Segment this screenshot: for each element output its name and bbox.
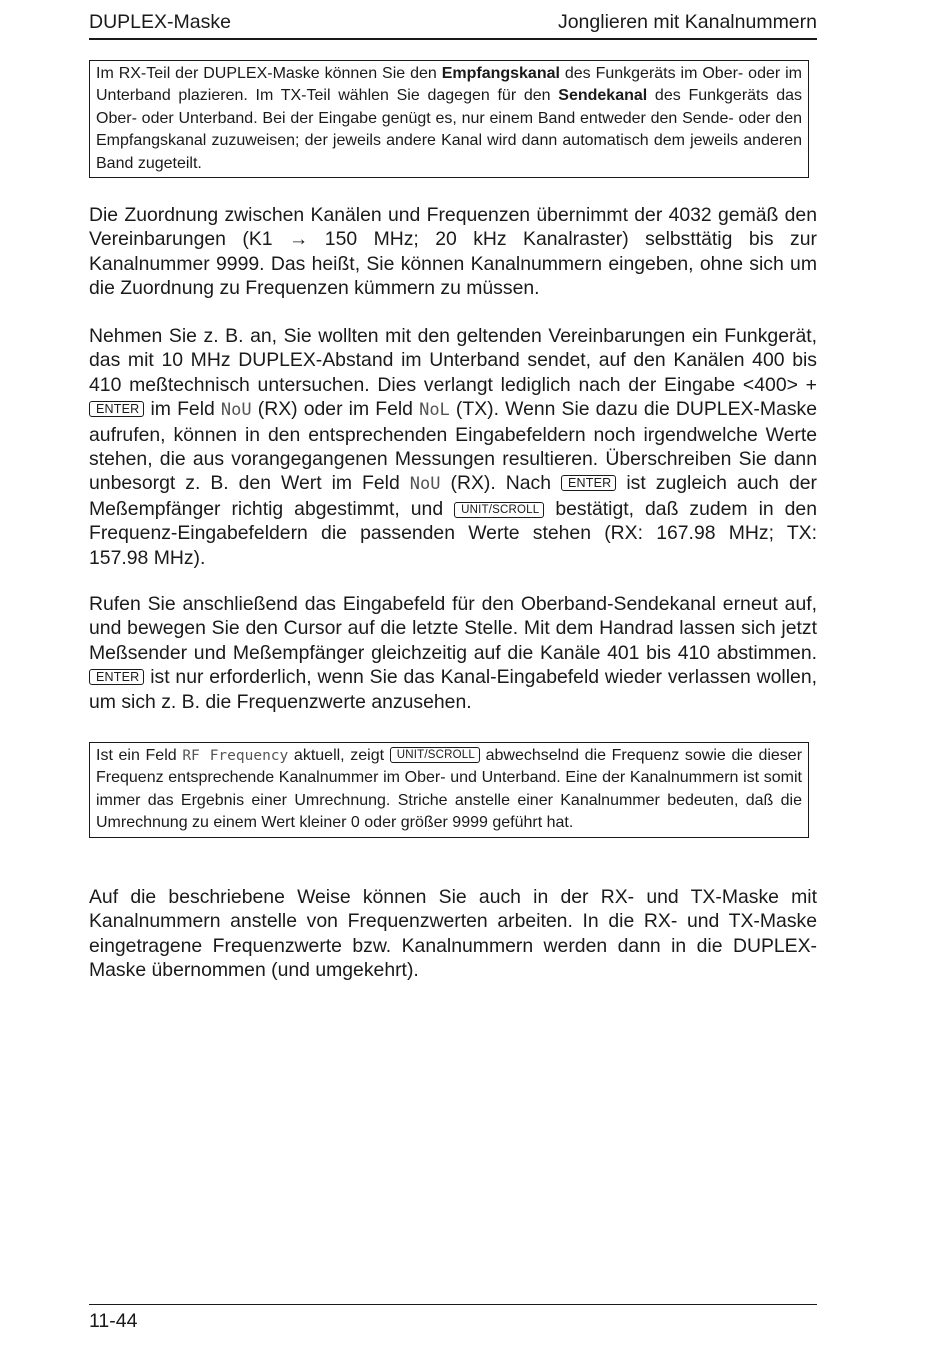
field-name-nou: NoU	[409, 474, 441, 495]
field-name-rf-frequency: RF Frequency	[182, 748, 289, 764]
header-chapter-title: Jonglieren mit Kanalnummern	[557, 11, 817, 33]
note-text-segment: Im RX-Teil der DUPLEX-Maske können Sie den	[96, 65, 442, 82]
unit-scroll-key-label: UNIT/SCROLL	[390, 747, 480, 763]
note-text-segment: Ist ein Feld	[96, 747, 183, 764]
paragraph-channel-mapping: Die Zuordnung zwischen Kanälen und Frequenzen übernimmt der 4032 gemäß den Vereinbarungen (K1 → 150 MHz; 20 kHz Kanalraster) selbsttätig bis zur Kanalnummer 9999. Das heißt, Sie können Kanalnummern eingeben, ohne sich um die Zuordnung zu Frequenzen kümmern zu müssen.	[89, 204, 817, 300]
page-header	[89, 8, 817, 40]
enter-key-label: ENTER	[561, 475, 616, 491]
enter-key-label: ENTER	[89, 401, 144, 417]
page-number: 11-44	[89, 1310, 138, 1332]
enter-key-label: ENTER	[89, 669, 144, 685]
term-sendekanal: Sendekanal	[558, 87, 648, 105]
footer-divider	[89, 1304, 817, 1305]
unit-scroll-key-label: UNIT/SCROLL	[454, 502, 544, 518]
note-text	[96, 63, 802, 175]
note-box-rf-frequency	[89, 742, 809, 838]
paragraph-text-segment: Rufen Sie anschließend das Eingabefeld für den Oberband-Sendekanal erneut auf, und bewegen Sie den Cursor auf die letzte Stelle. Mit dem Handrad lassen sich jetzt Meßsender und Meßempfänger gleichzeitig auf die Kanäle 401 bis 410 abstimmen.	[89, 593, 817, 664]
note-text	[96, 745, 802, 835]
paragraph-handwheel	[89, 592, 817, 714]
paragraph-text-segment: Nehmen Sie z. B. an, Sie wollten mit den geltenden Vereinbarungen ein Funkgerät, das mit 10 MHz DUPLEX-Abstand im Unterband sendet, auf den Kanälen 400 bis 410 meßtechnisch untersuchen. Dies verlangt lediglich nach der Eingabe <400> +	[89, 325, 817, 396]
paragraph-text-segment: (TX). Wenn Sie dazu die DUPLEX-Maske aufrufen, können in den entsprechenden Eingabefeldern noch irgendwelche Werte stehen, die aus vorangegangenen Messungen resultieren. Überschreiben Sie dann unbesorgt z. B. den Wert im Feld	[89, 398, 817, 495]
field-name-nol: NoL	[419, 400, 450, 421]
paragraph-text-segment: (RX). Nach	[440, 472, 561, 495]
paragraph-rx-tx-mask: Auf die beschriebene Weise können Sie auch in der RX- und TX-Maske mit Kanalnummern anstelle von Frequenzwerten arbeiten. In die RX- und TX-Maske eingetragene Frequenzwerte bzw. Kanalnummern werden dann in die DUPLEX-Maske übernommen (und umgekehrt).	[89, 886, 817, 982]
paragraph-text-segment: ist nur erforderlich, wenn Sie das Kanal-Eingabefeld wieder verlassen wollen, um sich z. B. die Frequenzwerte anzusehen.	[89, 666, 817, 713]
note-text-segment: abwechselnd die Frequenz sowie die dieser Frequenz entsprechende Kanalnummer im Ober- und Unterband. Eine der Kanalnummern ist somit immer das Ergebnis einer Umrechnung. Striche anstelle einer Kanalnummer bedeuten, daß die Umrechnung zu einem Wert kleiner 0 oder größer 9999 geführt hat.	[96, 747, 803, 832]
term-empfangskanal: Empfangskanal	[441, 65, 560, 82]
paragraph-text-segment: (RX) oder im Feld	[251, 398, 420, 421]
paragraph-text-segment: im Feld	[144, 398, 221, 421]
paragraph-example	[89, 324, 817, 570]
note-box-duplex	[89, 60, 809, 178]
note-text-segment: aktuell, zeigt	[288, 747, 390, 764]
paragraph-text-segment: bestätigt, daß zudem in den Frequenz-Eingabefeldern die passenden Werte stehen (RX: 167.98 MHz; TX: 157.98 MHz).	[89, 497, 817, 569]
note-text-segment: des Funkgeräts im Ober- oder im Unterband plazieren. Im TX-Teil wählen Sie dagegen für den	[96, 65, 802, 105]
field-name-nou: NoU	[220, 400, 252, 421]
note-text-segment: des Funkgeräts das Ober- oder Unterband. Bei der Eingabe genügt es, nur einem Band entweder den Sende- oder den Empfangskanal zuzuweisen; der jeweils andere Kanal wird dann automatisch dem jeweils anderen Band zugeteilt.	[96, 87, 802, 172]
header-section-title: DUPLEX-Maske	[89, 11, 231, 33]
paragraph-text-segment: ist zugleich auch der Meßempfänger richtig abgestimmt, und	[89, 472, 817, 520]
